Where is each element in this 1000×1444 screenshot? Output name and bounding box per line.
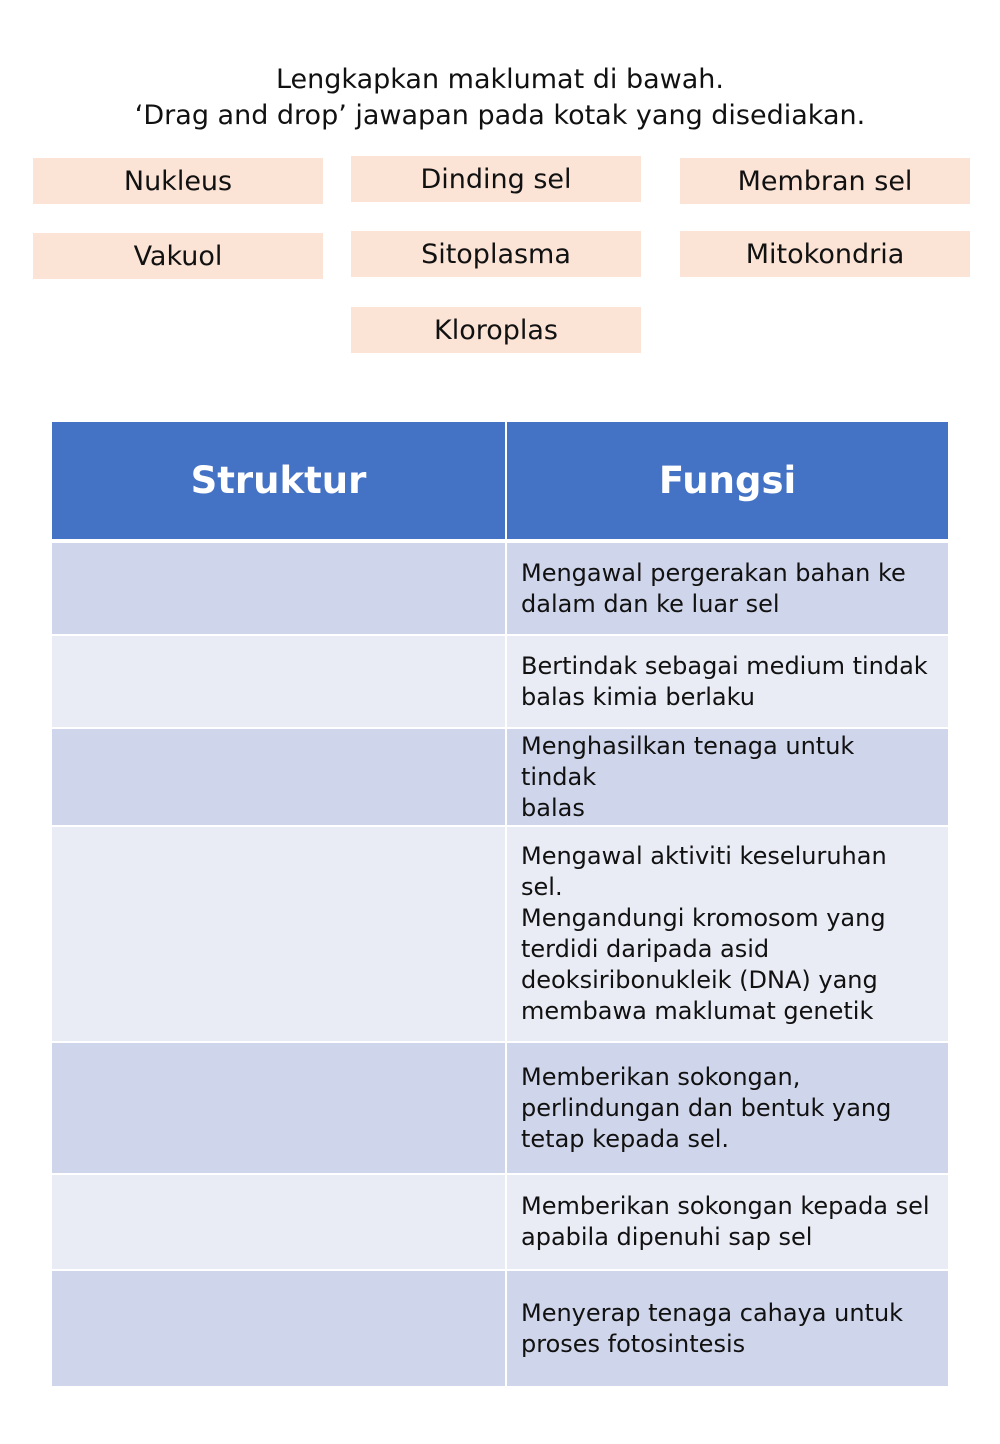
struktur-drop-slot[interactable] bbox=[52, 1042, 506, 1174]
struktur-drop-slot[interactable] bbox=[52, 1174, 506, 1270]
instructions bbox=[0, 62, 1000, 134]
table-row bbox=[52, 1042, 948, 1174]
answer-chip-sitoplasma[interactable]: Sitoplasma bbox=[351, 231, 641, 277]
table-row bbox=[52, 1270, 948, 1387]
header-fungsi: Fungsi bbox=[506, 422, 948, 541]
answer-chip-membran-sel[interactable]: Membran sel bbox=[680, 158, 970, 204]
fungsi-cell: Memberikan sokongan, perlindungan dan bentuk yang tetap kepada sel. bbox=[506, 1042, 948, 1174]
answer-chip-nukleus[interactable]: Nukleus bbox=[33, 158, 323, 204]
struktur-drop-slot[interactable] bbox=[52, 826, 506, 1042]
table-row bbox=[52, 728, 948, 826]
answer-chip-kloroplas[interactable]: Kloroplas bbox=[351, 307, 641, 353]
instruction-line-2: ‘Drag and drop’ jawapan pada kotak yang disediakan. bbox=[134, 100, 866, 131]
struktur-drop-slot[interactable] bbox=[52, 541, 506, 635]
struktur-drop-slot[interactable] bbox=[52, 728, 506, 826]
struktur-drop-slot[interactable] bbox=[52, 635, 506, 728]
header-struktur: Struktur bbox=[52, 422, 506, 541]
fungsi-cell: Memberikan sokongan kepada sel apabila dipenuhi sap sel bbox=[506, 1174, 948, 1270]
table-row bbox=[52, 541, 948, 635]
fungsi-cell: Mengawal pergerakan bahan ke dalam dan ke luar sel bbox=[506, 541, 948, 635]
table-row bbox=[52, 826, 948, 1042]
fungsi-cell: Menghasilkan tenaga untuk tindak balas bbox=[506, 728, 948, 826]
instruction-line-1: Lengkapkan maklumat di bawah. bbox=[275, 64, 725, 95]
table-row bbox=[52, 635, 948, 728]
fungsi-cell: Menyerap tenaga cahaya untuk proses fotosintesis bbox=[506, 1270, 948, 1387]
answer-chip-mitokondria[interactable]: Mitokondria bbox=[680, 231, 970, 277]
fungsi-cell: Bertindak sebagai medium tindak balas kimia berlaku bbox=[506, 635, 948, 728]
struktur-drop-slot[interactable] bbox=[52, 1270, 506, 1387]
answer-chip-dinding-sel[interactable]: Dinding sel bbox=[351, 156, 641, 202]
answer-chip-vakuol[interactable]: Vakuol bbox=[33, 233, 323, 279]
fungsi-cell: Mengawal aktiviti keseluruhan sel. Mengandungi kromosom yang terdidi daripada asid deoksiribonukleik (DNA) yang membawa maklumat genetik bbox=[506, 826, 948, 1042]
structure-function-table bbox=[52, 422, 948, 1388]
table-row bbox=[52, 1174, 948, 1270]
